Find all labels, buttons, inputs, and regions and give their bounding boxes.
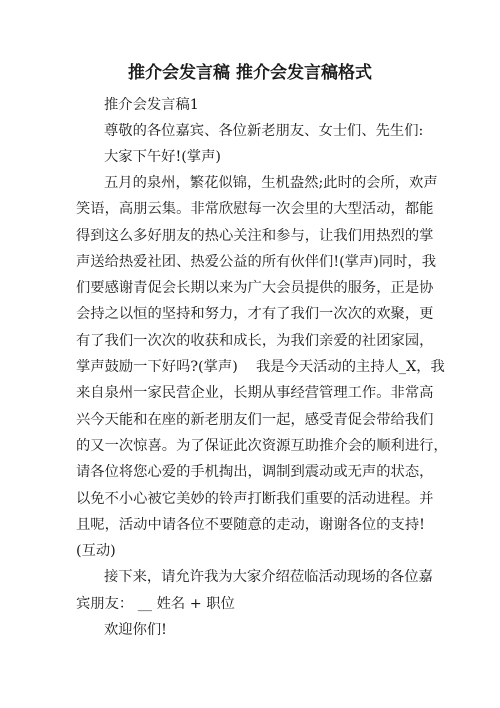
paragraph-line: 有了我们一次次的收获和成长，为我们亲爱的社团家园， bbox=[76, 332, 434, 349]
body-text bbox=[76, 170, 448, 643]
paragraph-line: 兴今天能和在座的新老朋友们一起，感受青促会带给我们 bbox=[76, 411, 434, 428]
document-title: 推介会发言稿 推介会发言稿格式 bbox=[128, 63, 372, 83]
paragraph-line: 以免不小心被它美妙的铃声打断我们重要的活动进程。并 bbox=[76, 490, 434, 507]
paragraph-line: 的又一次惊喜。为了保证此次资源互助推介会的顺利进行， bbox=[76, 437, 448, 454]
paragraph-line: 得到这么多好朋友的热心关注和参与，让我们用热烈的掌 bbox=[76, 227, 434, 244]
paragraph-line: 们要感谢青促会长期以来为广大会员提供的服务，正是协 bbox=[76, 280, 434, 297]
greeting: 大家下午好!(掌声) bbox=[104, 149, 221, 165]
paragraph-line: 且呢，活动中请各位不要随意的走动，谢谢各位的支持! bbox=[76, 516, 425, 533]
paragraph-line: 笑语，高朋云集。非常欣慰每一次会里的大型活动，都能 bbox=[76, 201, 434, 218]
paragraph-line: 来自泉州一家民营企业，长期从事经营管理工作。非常高 bbox=[76, 385, 434, 402]
section-heading: 推介会发言稿1 bbox=[104, 97, 199, 113]
paragraph-line: 请各位将您心爱的手机掏出，调制到震动或无声的状态， bbox=[76, 464, 434, 481]
paragraph-line: 宾朋友： __ 姓名 + 职位 bbox=[76, 595, 235, 612]
paragraph-line: 掌声鼓励一下好吗?(掌声) 我是今天活动的主持人_X，我 bbox=[76, 359, 445, 376]
salutation: 尊敬的各位嘉宾、各位新老朋友、女士们、先生们: bbox=[104, 123, 424, 139]
paragraph-line: 接下来，请允许我为大家介绍莅临活动现场的各位嘉 bbox=[104, 569, 433, 586]
paragraph-line: 会持之以恒的坚持和努力，才有了我们一次次的欢聚，更 bbox=[76, 306, 434, 323]
paragraph-line: (互动) bbox=[76, 543, 116, 560]
closing-line: 欢迎你们! bbox=[104, 622, 167, 639]
paragraph-line: 五月的泉州，繁花似锦，生机盎然;此时的会所，欢声 bbox=[104, 175, 438, 191]
paragraph-line: 声送给热爱社团、热爱公益的所有伙伴们!(掌声)同时，我 bbox=[76, 253, 437, 270]
